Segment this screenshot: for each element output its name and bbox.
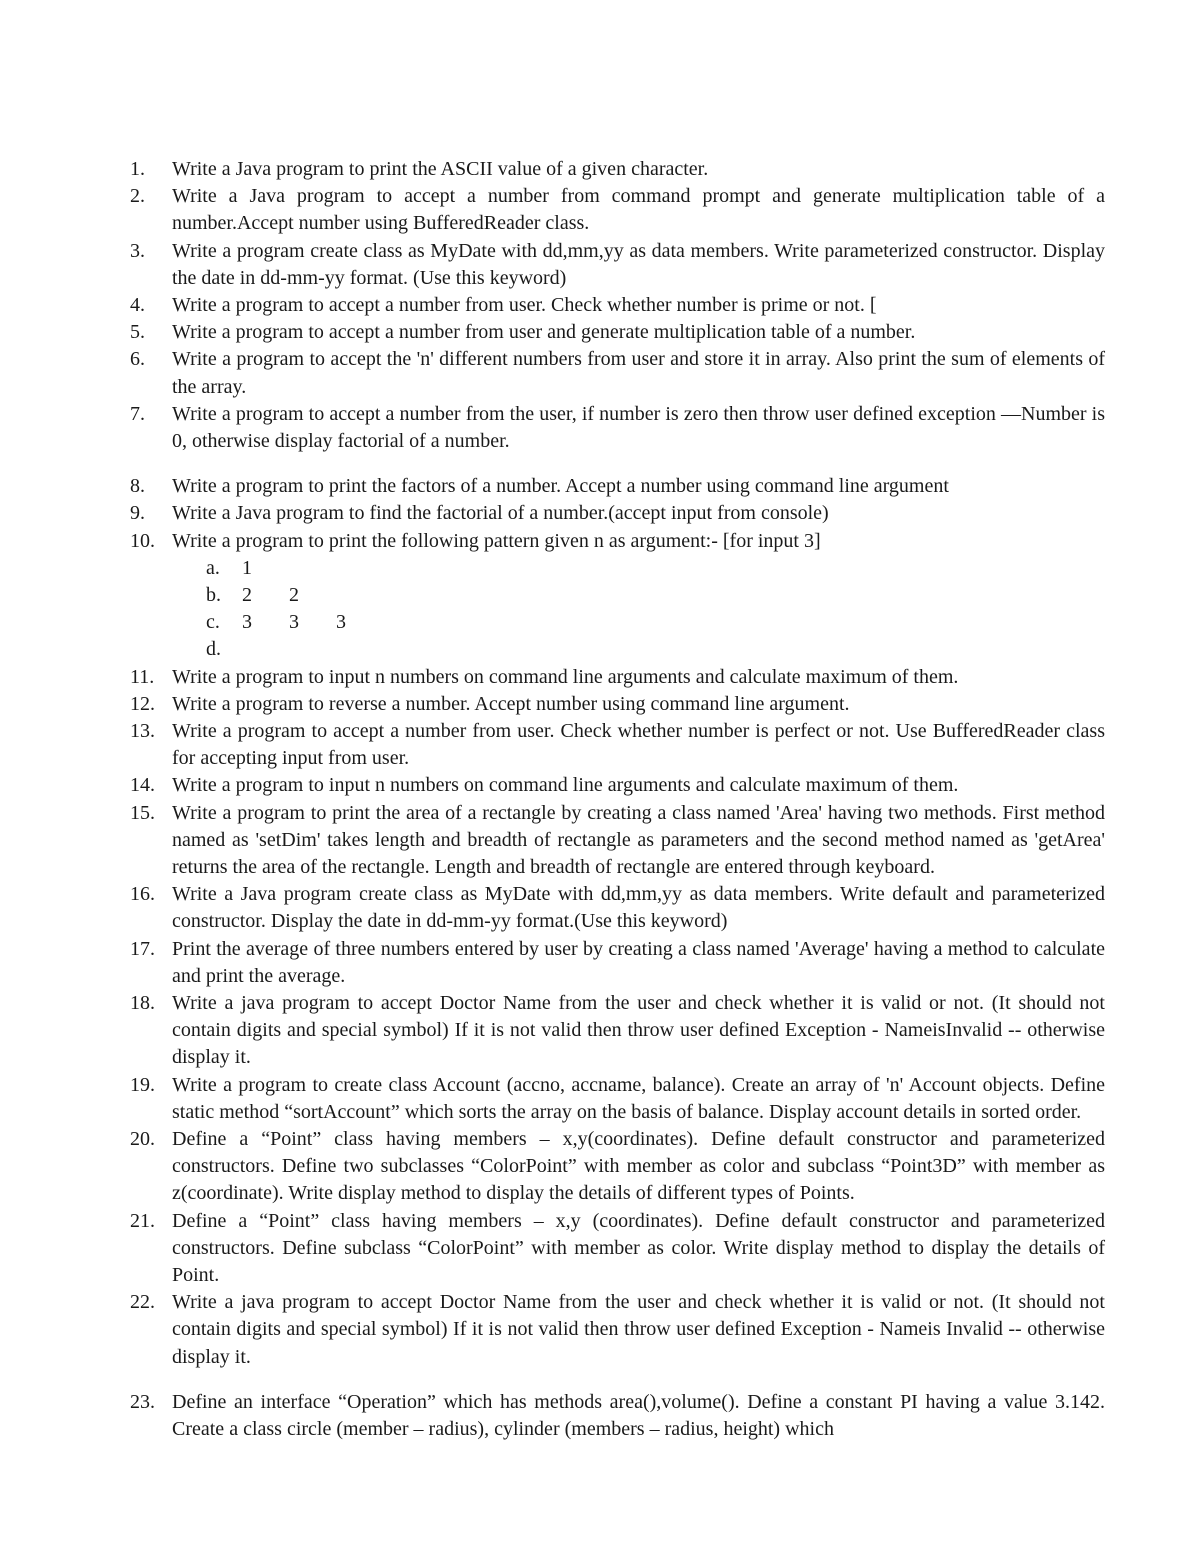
item-number: 6. <box>130 348 145 371</box>
list-item <box>0 718 1105 772</box>
pattern-row <box>0 555 1200 582</box>
pattern-value: 3 <box>289 611 299 634</box>
item-text: Write a Java program to accept a number from command prompt and generate multiplication table of a number.Accept number using BufferedReader class. <box>172 185 1105 235</box>
list-item <box>0 1072 1105 1126</box>
pattern-value: 1 <box>242 556 252 579</box>
item-number: 22. <box>130 1291 155 1314</box>
pattern-letter: c. <box>206 611 220 634</box>
item-text: Write a program to accept the 'n' different numbers from user and store it in array. Also print the sum of elements of the array. <box>172 348 1105 398</box>
pattern-row <box>0 609 1200 636</box>
item-text: Write a program to print the factors of a number. Accept a number using command line argument <box>172 475 949 498</box>
item-number: 8. <box>130 475 145 498</box>
list-item <box>0 500 1105 527</box>
item-text: Print the average of three numbers entered by user by creating a class named 'Average' having a method to calculate and print the average. <box>172 937 1105 987</box>
item-text: Write a program to reverse a number. Accept number using command line argument. <box>172 692 850 715</box>
list-item <box>0 1208 1105 1290</box>
item-text: Define a “Point” class having members – x,y (coordinates). Define default constructor and parameterized constructors. Define subclass “ColorPoint” with member as color. Write display method to display the details of Point. <box>172 1209 1105 1287</box>
item-number: 9. <box>130 502 145 525</box>
item-number: 3. <box>130 239 145 262</box>
list-item <box>0 936 1105 990</box>
list-item <box>0 238 1105 292</box>
item-number: 5. <box>130 321 145 344</box>
item-text: Define a “Point” class having members – x,y(coordinates). Define default constructor and parameterized constructors. Define two subclasses “ColorPoint” with member as color and subclass “Point3D” with member as z(coordinate). Write display method to display the details of different types of Points. <box>172 1128 1105 1205</box>
item-number: 17. <box>130 937 155 960</box>
item-number: 19. <box>130 1073 155 1096</box>
list-item <box>0 881 1105 935</box>
list-item <box>0 401 1105 455</box>
item-text: Write a java program to accept Doctor Name from the user and check whether it is valid or not. (It should not contain digits and special symbol) If it is not valid then throw user defined Exception - NameisInvalid -- otherwise display it. <box>172 992 1105 1069</box>
item-text: Write a program create class as MyDate with dd,mm,yy as data members. Write parameterized constructor. Display the date in dd-mm-yy format. (Use this keyword) <box>172 239 1105 289</box>
pattern-value: 2 <box>289 584 299 607</box>
pattern-value: 2 <box>242 584 252 607</box>
pattern-value: 3 <box>336 611 346 634</box>
item-text: Write a program to print the following pattern given n as argument:- [for input 3] <box>172 529 821 552</box>
pattern-letter: a. <box>206 556 220 579</box>
item-number: 4. <box>130 294 145 317</box>
item-number: 21. <box>130 1209 155 1232</box>
pattern-letter: b. <box>206 584 221 607</box>
list-item <box>0 1389 1105 1443</box>
question-list <box>0 156 1200 1443</box>
list-item <box>0 292 1105 319</box>
item-text: Write a java program to accept Doctor Name from the user and check whether it is valid or not. (It should not contain digits and special symbol) If it is not valid then throw user defined Exception - Nameis Invalid -- otherwise display it. <box>172 1291 1105 1368</box>
list-item <box>0 691 1105 718</box>
item-text: Write a program to accept a number from user. Check whether number is prime or not. [ <box>172 294 877 317</box>
item-number: 23. <box>130 1390 155 1413</box>
item-text: Write a Java program to print the ASCII value of a given character. <box>172 158 709 180</box>
list-item <box>0 346 1105 400</box>
list-item <box>0 1289 1105 1371</box>
item-number: 2. <box>130 185 145 208</box>
item-number: 14. <box>130 774 155 797</box>
pattern-value: 3 <box>242 611 252 634</box>
list-item <box>0 772 1105 799</box>
item-number: 18. <box>130 992 155 1015</box>
pattern-letter: d. <box>206 638 221 661</box>
item-number: 16. <box>130 883 155 906</box>
item-text: Define an interface “Operation” which has methods area(),volume(). Define a constant PI having a value 3.142. Create a class circle (member – radius), cylinder (members – radius, height) which <box>172 1390 1105 1441</box>
item-text: Write a program to input n numbers on command line arguments and calculate maximum of them. <box>172 774 959 797</box>
item-text: Write a program to accept a number from user. Check whether number is perfect or not. Use BufferedReader class for accepting input from user. <box>172 720 1105 770</box>
list-item <box>0 183 1105 237</box>
item-number: 1. <box>130 158 145 180</box>
list-item <box>0 319 1105 346</box>
list-item <box>0 800 1105 882</box>
item-number: 10. <box>130 529 155 552</box>
item-text: Write a program to print the area of a rectangle by creating a class named 'Area' having two methods. First method named as 'setDim' takes length and breadth of rectangle as parameters and the second method named as 'getArea' returns the area of the rectangle. Length and breadth of rectangle are entered through keyboard. <box>172 801 1105 879</box>
item-number: 13. <box>130 720 155 742</box>
item-text: Write a Java program create class as MyDate with dd,mm,yy as data members. Write default and parameterized constructor. Display the date in dd-mm-yy format.(Use this keyword) <box>172 883 1105 933</box>
item-text: Write a program to accept a number from user and generate multiplication table of a number. <box>172 321 916 344</box>
item-number: 20. <box>130 1128 155 1151</box>
list-item <box>0 1126 1105 1208</box>
list-item <box>0 528 1105 555</box>
list-item <box>0 664 1105 691</box>
list-item <box>0 156 1105 183</box>
item-number: 12. <box>130 692 155 715</box>
item-text: Write a program to accept a number from the user, if number is zero then throw user defined exception ―Number is 0, otherwise display factorial of a number. <box>172 402 1105 453</box>
list-item <box>0 990 1105 1072</box>
item-text: Write a Java program to find the factorial of a number.(accept input from console) <box>172 502 829 525</box>
pattern-row <box>0 636 1200 663</box>
list-item <box>0 473 1105 500</box>
item-text: Write a program to create class Account (accno, accname, balance). Create an array of 'n' Account objects. Define static method “sortAccount” which sorts the array on the basis of balance. Display account details in sorted order. <box>172 1073 1105 1123</box>
pattern-row <box>0 582 1200 609</box>
item-text: Write a program to input n numbers on command line arguments and calculate maximum of them. <box>172 665 959 688</box>
item-number: 15. <box>130 801 155 824</box>
item-number: 7. <box>130 402 145 425</box>
item-number: 11. <box>130 665 155 688</box>
